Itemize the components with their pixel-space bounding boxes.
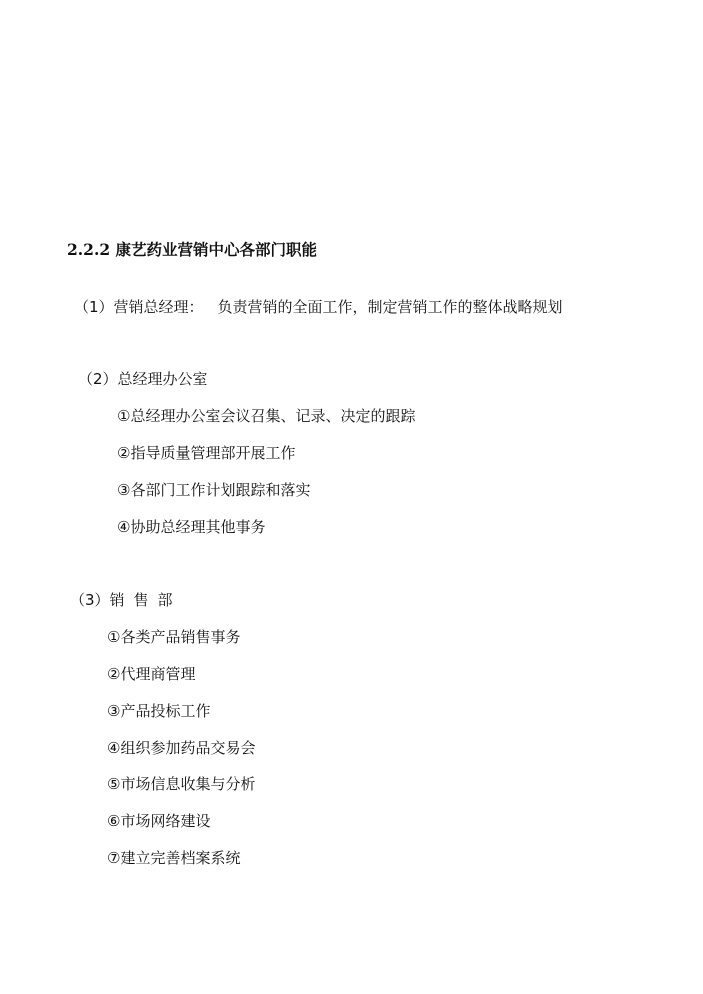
section-heading: 2.2.2 康艺药业营销中心各部门职能	[67, 240, 318, 259]
gm-office-item: ①总经理办公室会议召集、记录、决定的跟踪	[117, 407, 416, 425]
sales-item: ⑦建立完善档案系统	[107, 849, 241, 867]
dept-general-manager-description: 负责营销的全面工作，制定营销工作的整体战略规划	[217, 298, 563, 316]
dept-sales-label-prefix: （3）	[70, 591, 110, 609]
sales-item: ②代理商管理	[107, 665, 196, 683]
dept-general-manager-label: （1）营销总经理：	[74, 298, 204, 316]
dept-sales-label-name: 销售部	[109, 591, 182, 609]
sales-item: ⑥市场网络建设	[107, 812, 211, 830]
sales-item: ④组织参加药品交易会	[107, 739, 256, 757]
sales-item: ⑤市场信息收集与分析	[107, 775, 256, 793]
dept-gm-office-label: （2）总经理办公室	[78, 370, 208, 388]
dept-sales-label	[70, 590, 182, 610]
sales-item: ①各类产品销售事务	[107, 628, 241, 646]
gm-office-item: ④协助总经理其他事务	[117, 518, 266, 536]
gm-office-item: ②指导质量管理部开展工作	[117, 444, 296, 462]
sales-item: ③产品投标工作	[107, 702, 211, 720]
gm-office-item: ③各部门工作计划跟踪和落实	[117, 481, 311, 499]
dept-general-manager	[74, 297, 563, 317]
